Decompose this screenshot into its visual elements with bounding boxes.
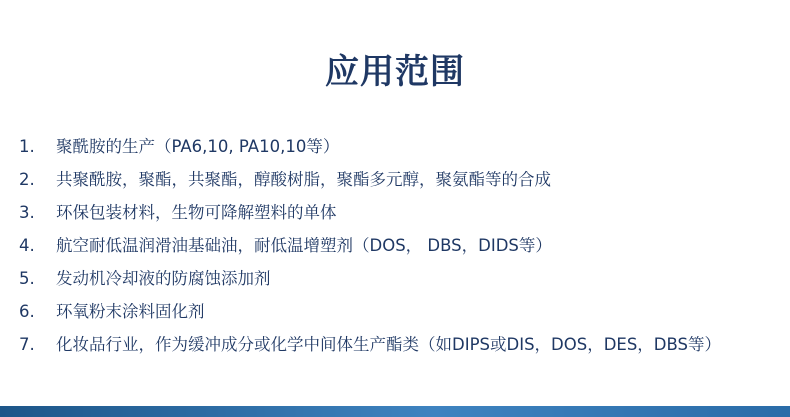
list-item-number: 2. [19, 170, 35, 189]
list-item [0, 163, 790, 196]
list-item-number: 4. [19, 236, 35, 255]
list-item-text: 发动机冷却液的防腐蚀添加剂 [56, 269, 271, 288]
list-item-number: 5. [19, 269, 35, 288]
bottom-accent-bar [0, 406, 790, 417]
list-item-number: 3. [19, 203, 35, 222]
list-item-text: 环保包装材料，生物可降解塑料的单体 [56, 203, 337, 222]
list-item-text: 共聚酰胺，聚酯，共聚酯，醇酸树脂，聚酯多元醇，聚氨酯等的合成 [56, 170, 551, 189]
list-item-number: 6. [19, 302, 35, 321]
list-item-number: 1. [19, 137, 35, 156]
list-item [0, 196, 790, 229]
list-item [0, 130, 790, 163]
application-list [0, 130, 790, 361]
list-item [0, 262, 790, 295]
list-item-text: 航空耐低温润滑油基础油，耐低温增塑剂（DOS， DBS，DIDS等） [56, 236, 552, 255]
list-item-text: 环氧粉末涂料固化剂 [56, 302, 205, 321]
list-item-text: 聚酰胺的生产（PA6,10, PA10,10等） [56, 137, 340, 156]
list-item-number: 7. [19, 335, 35, 354]
list-item [0, 229, 790, 262]
list-item [0, 295, 790, 328]
list-item-text: 化妆品行业，作为缓冲成分或化学中间体生产酯类（如DIPS或DIS，DOS，DES，DBS等） [56, 335, 722, 354]
slide-title: 应用范围 [325, 52, 465, 92]
list-item [0, 328, 790, 361]
